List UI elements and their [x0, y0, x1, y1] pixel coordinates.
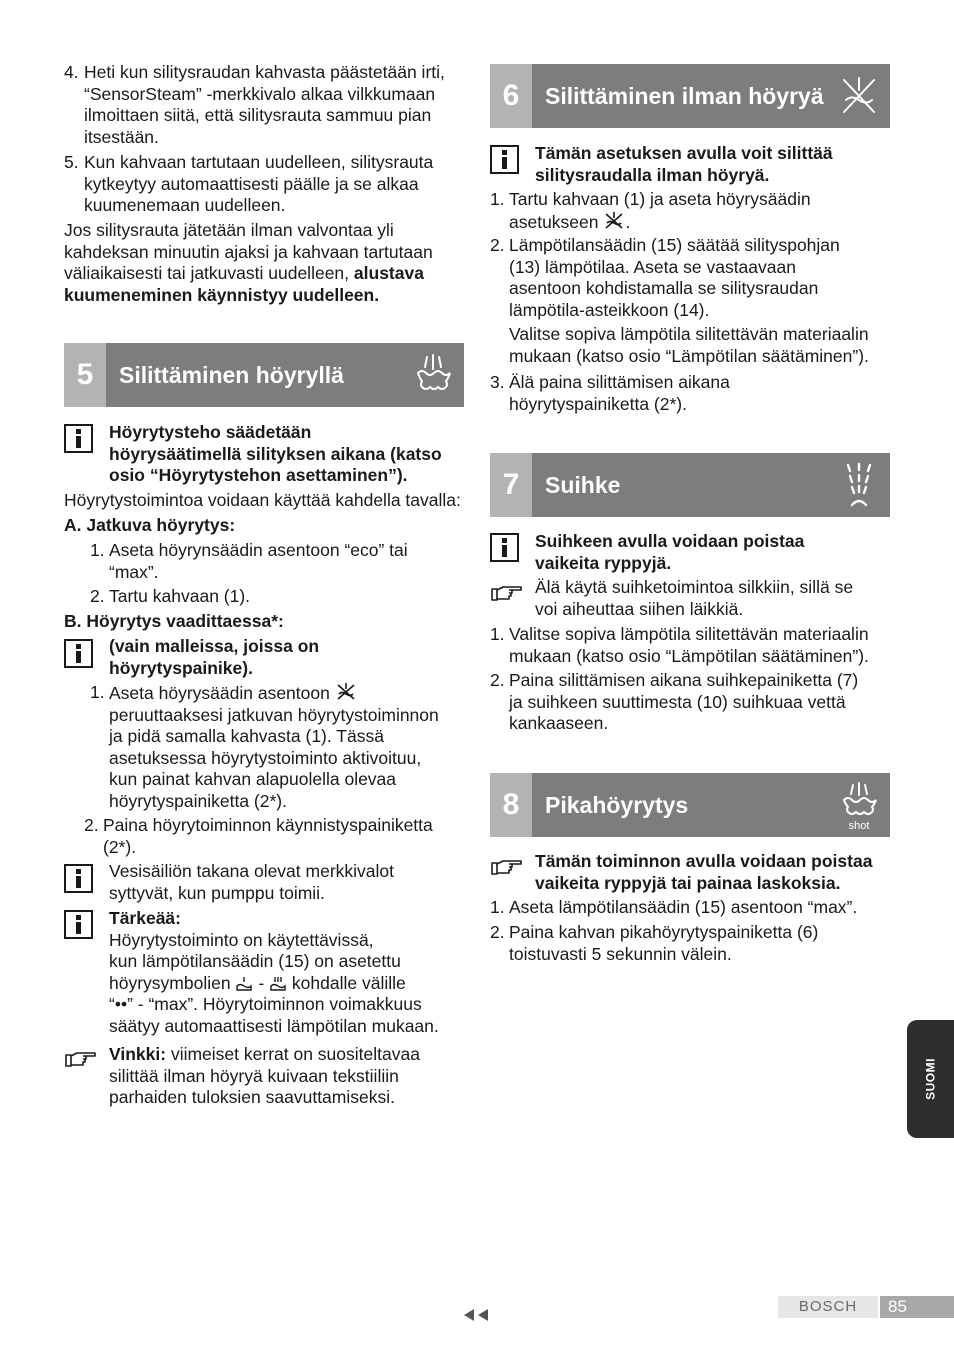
intro-text: Höyrytystoimintoa voidaan käyttää kahdella tavalla: [64, 490, 461, 510]
text-line: Kun kahvaan tartutaan uudelleen, silitysrauta [84, 152, 434, 172]
list-text: Valitse sopiva lämpötila silitettävän materiaalin mukaan (katso osio “Lämpötilan säätäminen”). [509, 624, 869, 666]
no-steam-icon [836, 70, 882, 122]
text-line: höyrysäätimellä silityksen aikana (katso [109, 443, 442, 464]
section-title: Pikahöyrytys [545, 792, 689, 818]
shot-icon [836, 779, 882, 831]
hand-pointer-icon [490, 856, 524, 876]
text-line: osio “Höyrytystehon asettaminen”). [109, 465, 408, 485]
list-number: 2. [490, 670, 505, 690]
text-line: itsestään. [84, 126, 159, 147]
text-line: Jos silitysrauta jätetään ilman valvontaa yli [64, 220, 394, 240]
no-steam-icon [335, 682, 357, 702]
list-text: Paina kahvan pikahöyrytyspainiketta (6) toistuvasti 5 sekunnin välein. [509, 922, 819, 964]
section-title: Silittäminen höyryllä [119, 362, 344, 388]
list-text: Aseta höyrynsäädin asentoon “eco” tai “max”. [109, 540, 408, 582]
text-line: väliaikaisesti tai jatkuvasti uudelleen, alustava [64, 263, 424, 283]
spray-icon [836, 459, 882, 511]
section-number: 7 [490, 453, 532, 517]
tip-note: Vinkki: viimeiset kerrat on suositeltavaa silittää ilman höyryä kuivaan tekstiiliin parhaiden tuloksien saavuttamiseksi. [109, 1044, 420, 1107]
list-text [84, 62, 445, 148]
list-number: 1. [490, 624, 505, 644]
list-text: Paina silittämisen aikana suihkepainiketta (7) ja suihkeen suuttimesta (10) suihkuaa vettä kankaaseen. [509, 670, 859, 733]
subheading: A. Jatkuva höyrytys: [64, 515, 236, 535]
info-icon [64, 910, 93, 939]
info-icon [64, 424, 93, 453]
list-number: 1. [90, 540, 105, 560]
list-number: 1. [90, 682, 105, 702]
steam-icon [410, 349, 456, 401]
hand-pointer-icon [64, 1048, 98, 1068]
hand-pointer-icon [490, 582, 524, 602]
list-text [84, 152, 433, 217]
info-icon [490, 533, 519, 562]
steam-high-icon [269, 976, 287, 992]
list-text: Tartu kahvaan (1) ja aseta höyrysäädin asetukseen . [509, 189, 811, 232]
important-note: Tärkeää: Höyrytystoiminto on käytettävissä, kun lämpötilansäädin (15) on asetettu höyrysymbolien - kohdalle välille “••” - “max”. Höyrytoiminnon voimakkuus säätyy automaattisesti lämpötilan mukaan. [109, 908, 439, 1036]
list-text: Älä paina silittämisen aikana höyrytyspainiketta (2*). [509, 372, 730, 414]
paragraph [64, 220, 464, 306]
list-number: 3. [490, 372, 505, 392]
list-text: Aseta höyrysäädin asentoon peruuttaaksesi jatkuvan höyrytystoiminnon ja pidä samalla kahvasta (1). Tässä asetuksessa höyrytystoiminto aktivoituu, kun painat kahvan alapuolella olevaa höyrytyspainiketta (2*). [109, 683, 439, 811]
page-number: 85 [880, 1296, 954, 1318]
subheading: B. Höyrytys vaadittaessa*: [64, 611, 284, 631]
section-title: Silittäminen ilman höyryä [545, 83, 824, 109]
text-line: kuumeneminen käynnistyy uudelleen. [64, 284, 380, 305]
section-header [490, 773, 890, 837]
text-line: kuumenemaan uudelleen. [84, 195, 286, 215]
section-title: Suihke [545, 472, 621, 498]
section-number: 6 [490, 64, 532, 128]
language-tab [907, 1020, 954, 1138]
list-number: 2. [84, 815, 99, 835]
info-icon [64, 639, 93, 668]
list-text: Aseta lämpötilansäädin (15) asentoon “max”. [509, 897, 858, 917]
list-number: 1. [490, 189, 505, 209]
no-steam-icon [603, 211, 625, 231]
info-icon [64, 864, 93, 893]
list-number: 2. [490, 922, 505, 942]
text-line: Heti kun silitysraudan kahvasta päästetään irti, [84, 62, 445, 82]
list-number: 4. [64, 62, 79, 82]
list-number: 5. [64, 152, 79, 172]
info-note [109, 422, 469, 487]
list-number: 2. [490, 235, 505, 255]
info-note: Tämän asetuksen avulla voit silittää silitysraudalla ilman höyryä. [535, 143, 833, 185]
info-icon [490, 145, 519, 174]
list-number: 2. [90, 586, 105, 606]
shot-label: shot [848, 820, 870, 831]
section-number: 5 [64, 343, 106, 407]
section-header [64, 343, 464, 407]
steam-low-icon [235, 976, 253, 992]
list-number: 1. [490, 897, 505, 917]
text-line: kytkeytyy automaattisesti päälle ja se alkaa [84, 173, 419, 194]
tip-note: Tämän toiminnon avulla voidaan poistaa vaikeita ryppyjä tai painaa laskoksia. [535, 851, 873, 893]
text-line: “SensorSteam” -merkkivalo alkaa vilkkumaan [84, 83, 436, 104]
text-line: kahdeksan minuutin ajaksi ja kahvaan tartutaan [64, 241, 433, 262]
section-header [490, 453, 890, 517]
back-arrows-icon[interactable] [464, 1308, 492, 1322]
list-text: Lämpötilansäädin (15) säätää silityspohjan (13) lämpötilaa. Aseta se vastaavaan asentoon kohdistamalla se silitysraudan lämpötila-asteikkoon (14). Valitse sopiva lämpötila silitettävän materiaalin mukaan (katso osio “Lämpötilan säätäminen”). [509, 235, 869, 366]
info-note: Suihkeen avulla voidaan poistaa vaikeita ryppyjä. [535, 531, 805, 573]
section-header [490, 64, 890, 128]
info-note: Vesisäiliön takana olevat merkkivalot syttyvät, kun pumppu toimii. [109, 861, 395, 903]
list-text: Paina höyrytoiminnon käynnistyspainiketta (2*). [103, 815, 433, 857]
brand-label: BOSCH [778, 1296, 878, 1318]
text-line: Höyrytysteho säädetään [109, 422, 312, 442]
language-label: SUOMI [922, 1058, 937, 1100]
list-text: Tartu kahvaan (1). [109, 586, 251, 606]
section-number: 8 [490, 773, 532, 837]
info-note: (vain malleissa, joissa on höyrytyspainike). [109, 636, 320, 678]
tip-note: Älä käytä suihketoimintoa silkkiin, sillä se voi aiheuttaa siihen läikkiä. [535, 577, 854, 619]
text-line: ilmoittaen siitä, että silitysrauta sammuu pian [84, 105, 432, 125]
